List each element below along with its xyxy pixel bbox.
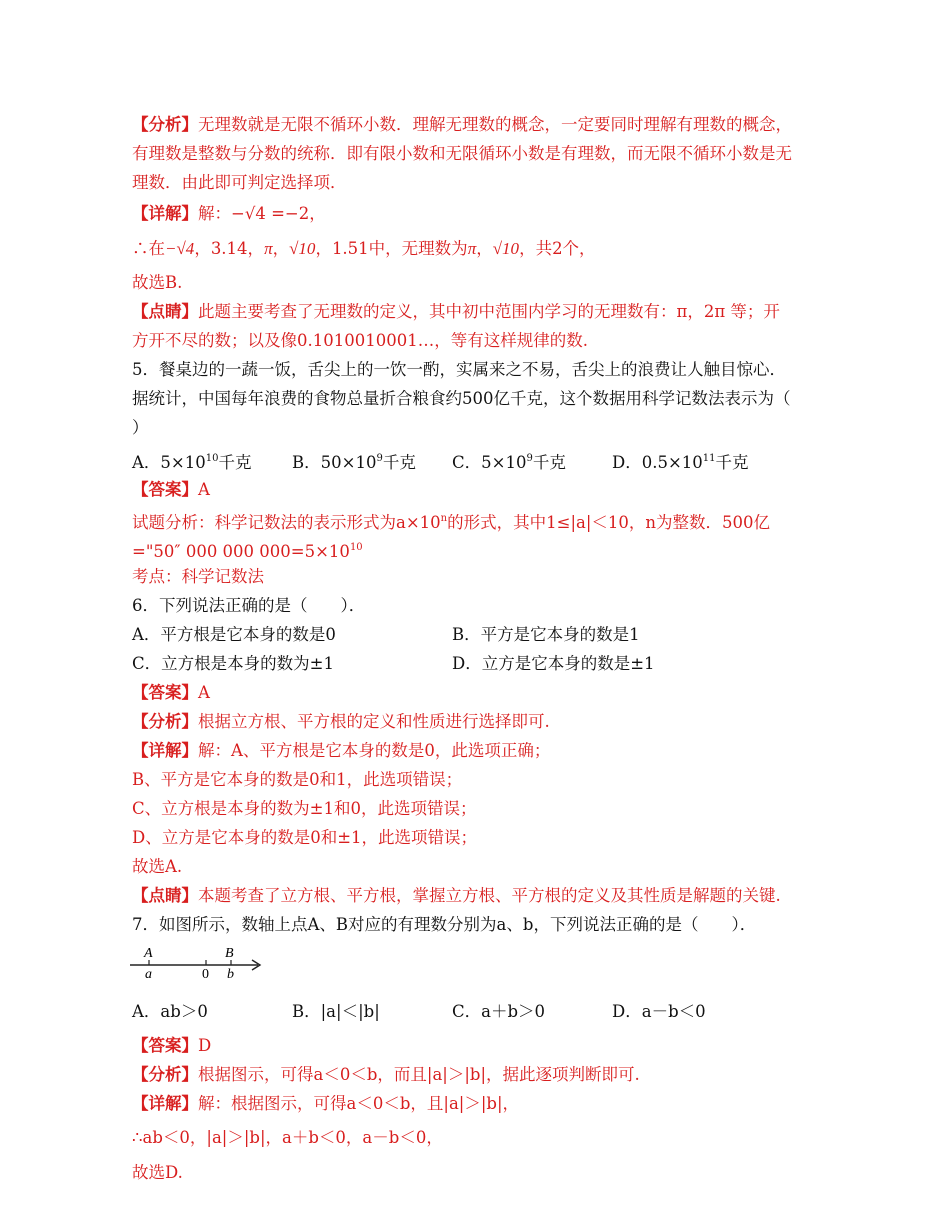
label-b: b xyxy=(227,967,234,980)
q5-analysis-line-2: ="50″ 000 000 $000=5\times 10^{10}$ xyxy=(132,542,363,561)
q5-option-c: C．$5\times 10^9$千克 xyxy=(452,453,566,472)
label-B: B xyxy=(225,946,234,961)
q7-choose: 故选D. xyxy=(132,1163,183,1182)
q7-answer: 【答案】D xyxy=(132,1036,212,1055)
q7-option-d: D．a－b＜0 xyxy=(612,1002,706,1021)
q4-analysis-line-2: 有理数是整数与分数的统称．即有限小数和无限循环小数是有理数，而无限不循环小数是无 xyxy=(132,144,792,163)
q4-analysis-line-1: 【分析】无理数就是无限不循环小数．理解无理数的概念，一定要同时理解有理数的概念， xyxy=(132,115,792,134)
q6-comment: 【点睛】本题考查了立方根、平方根，掌握立方根、平方根的定义及其性质是解题的关键. xyxy=(132,886,781,905)
q5-stem-line-3: ） xyxy=(132,418,149,437)
q6-detail-line-1: 【详解】解：A、平方根是它本身的数是0，此选项正确； xyxy=(132,741,551,760)
q6-detail-line-2: B、平方是它本身的数是0和1，此选项错误； xyxy=(132,770,463,789)
q6-option-d: D．立方是它本身的数是±1 xyxy=(452,654,655,673)
q6-detail-line-3: C、立方根是本身的数为±1和0，此选项错误； xyxy=(132,799,477,818)
q5-option-b: B．$50\times 10^9$千克 xyxy=(292,453,416,472)
q7-option-c: C．a＋b＞0 xyxy=(452,1002,546,1021)
q6-detail-line-4: D、立方是它本身的数是0和±1，此选项错误； xyxy=(132,828,478,847)
q4-detail-line-1: 【详解】解：−√4 =−2， xyxy=(132,204,326,223)
q5-stem-line-2: 据统计，中国每年浪费的食物总量折合粮食约500亿千克，这个数据用科学记数法表示为（ xyxy=(132,389,791,408)
q7-detail-line-2: ∴ab＜0，|a|＞|b|，a＋b＜0，a－b＜0， xyxy=(132,1128,443,1147)
q5-point: 考点：科学记数法 xyxy=(132,567,264,586)
q5-option-d: D．$0.5\times 10^{11}$千克 xyxy=(612,453,749,472)
q4-comment-line-1: 【点睛】此题主要考查了无理数的定义，其中初中范围内学习的无理数有：π，2π 等；开 xyxy=(132,302,780,321)
q7-option-a: A．ab＞0 xyxy=(132,1002,208,1021)
q7-option-b: B．|a|＜|b| xyxy=(292,1002,380,1021)
q6-stem: 6．下列说法正确的是（ ）． xyxy=(132,596,366,615)
q7-detail-line-1: 【详解】解：根据图示，可得a＜0＜b，且|a|＞|b|， xyxy=(132,1094,520,1113)
q4-choose: 故选B. xyxy=(132,273,183,292)
q6-analysis: 【分析】根据立方根、平方根的定义和性质进行选择即可. xyxy=(132,712,550,731)
q6-option-a: A．平方根是它本身的数是0 xyxy=(132,625,336,644)
q7-stem: 7．如图所示，数轴上点A、B对应的有理数分别为a、b，下列说法正确的是（ ）． xyxy=(132,915,757,934)
q4-detail-line-2: ∴在−√4，3.14，π，√10，1.51中，无理数为π，√10，共2个， xyxy=(132,239,596,258)
q5-answer: 【答案】A xyxy=(132,480,210,499)
q6-option-b: B．平方是它本身的数是1 xyxy=(452,625,640,644)
q6-option-c: C．立方根是本身的数为±1 xyxy=(132,654,334,673)
q7-analysis: 【分析】根据图示，可得a＜0＜b，而且|a|＞|b|，据此逐项判断即可. xyxy=(132,1065,640,1084)
q5-option-a: A．$5\times 10^{10}$千克 xyxy=(132,453,252,472)
q6-answer: 【答案】A xyxy=(132,683,210,702)
q5-stem-line-1: 5．餐桌边的一蔬一饭，舌尖上的一饮一酌，实属来之不易，舌尖上的浪费让人触目惊心． xyxy=(132,360,786,379)
label-a: a xyxy=(145,967,152,980)
number-line-figure xyxy=(128,942,268,980)
q4-analysis-line-3: 理数．由此即可判定选择项． xyxy=(132,173,347,192)
q4-comment-line-2: 方开不尽的数；以及像0.1010010001…，等有这样规律的数. xyxy=(132,331,588,350)
label-A: A xyxy=(144,946,153,961)
q5-analysis-line-1: 试题分析：科学记数法的表示形式为$a\times 10^n$的形式，其中1≤|a|＜10，n为整数．500亿 xyxy=(132,513,771,532)
q6-choose: 故选A. xyxy=(132,857,183,876)
label-zero: 0 xyxy=(202,967,209,980)
